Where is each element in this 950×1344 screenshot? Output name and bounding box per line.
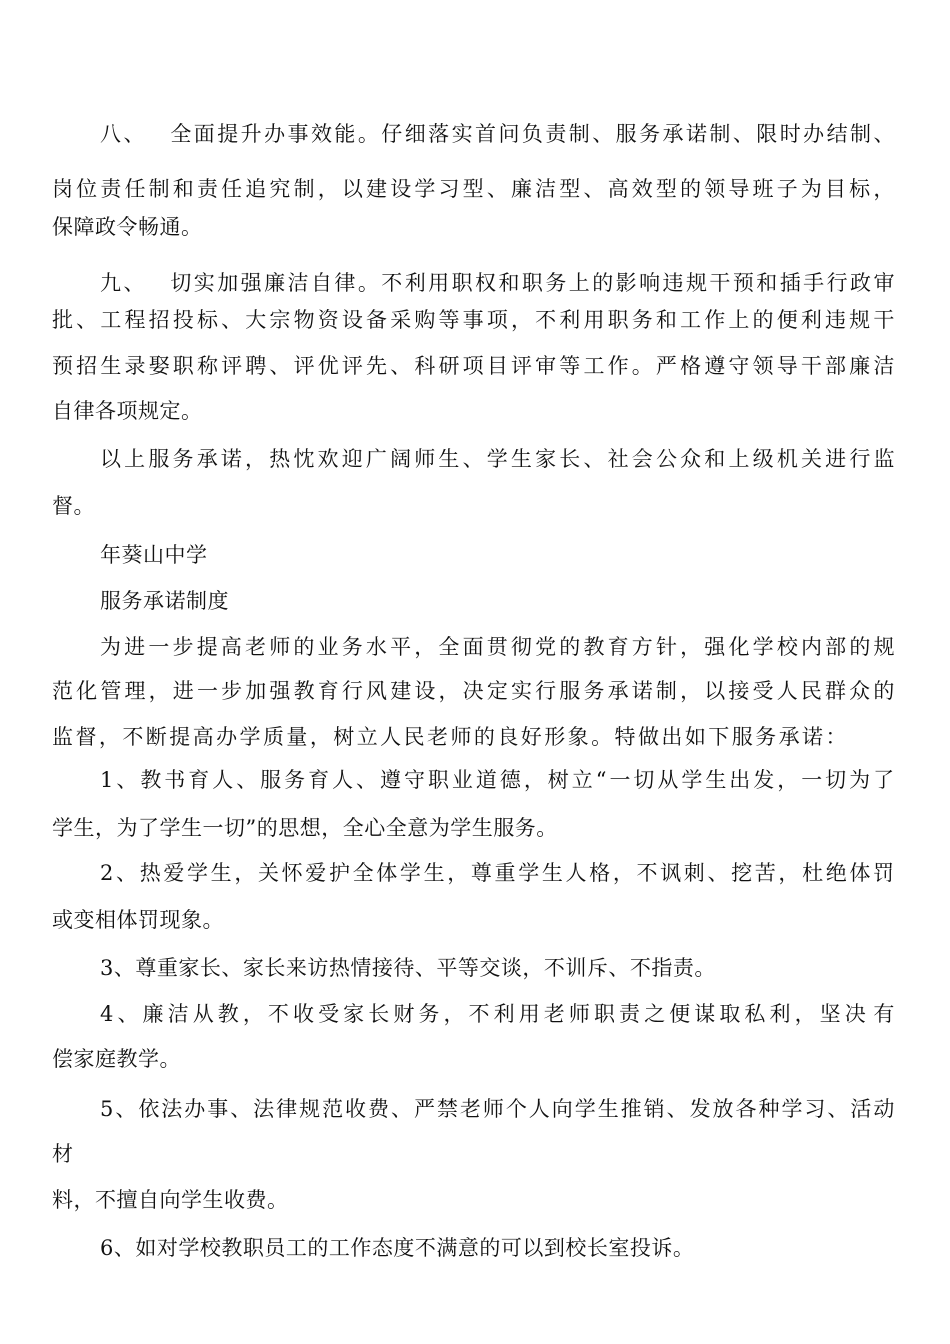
text-line: 预 招 生 录 娶 职 称 评 聘 、 评 优 评 先 、 科 研 项 目 评 审 等 工 作 。 严 格 遵 守 领 导 干 部 廉 洁	[52, 354, 895, 378]
school-name: 年葵山中学	[100, 543, 208, 567]
text-line: 偿家庭教学。	[52, 1047, 181, 1071]
text-line: 九 、 切 实 加 强 廉 洁 自 律 。 不 利 用 职 权 和 职 务 上 的 影 响 违 规 干 预 和 插 手 行 政 审	[100, 271, 895, 295]
text-line: 料，不擅自向学生收费。	[52, 1188, 289, 1212]
text-line: 保障政令畅通。	[52, 215, 203, 239]
text-line: 材	[52, 1142, 74, 1166]
text-line: 八 、 全 面 提 升 办 事 效 能 。 仔 细 落 实 首 问 负 责 制 、 服 务 承 诺 制 、 限 时 办 结 制 、	[100, 122, 895, 146]
text-line: 为 进 一 步 提 高 老 师 的 业 务 水 平 ， 全 面 贯 彻 党 的 教 育 方 针 ， 强 化 学 校 内 部 的 规	[100, 635, 895, 659]
text-line: 自律各项规定。	[52, 399, 203, 423]
text-line: 3、尊重家长、家长来访热情接待、平等交谈，不训斥、不指责。	[100, 956, 716, 980]
text-line: 5 、 依 法 办 事 、 法 律 规 范 收 费 、 严 禁 老 师 个 人 向 学 生 推 销 、 发 放 各 种 学 习 、 活 动	[100, 1097, 895, 1121]
text-line: 6、如对学校教职员工的工作态度不满意的可以到校长室投诉。	[100, 1236, 695, 1260]
section-title: 服务承诺制度	[100, 589, 229, 613]
text-line: 岗 位 责 任 制 和 责 任 追 究 制 ， 以 建 设 学 习 型 、 廉 洁 型 、 高 效 型 的 领 导 班 子 为 目 标 ，	[52, 177, 895, 201]
text-line: 督。	[52, 494, 95, 518]
text-line: 监 督 ， 不 断 提 高 办 学 质 量 ， 树 立 人 民 老 师 的 良 好 形 象 。 特 做 出 如 下 服 务 承 诺 ：	[52, 725, 847, 749]
text-line: 1 、 教 书 育 人 、 服 务 育 人 、 遵 守 职 业 道 德 ， 树 立 “ 一 切 从 学 生 出 发 ， 一 切 为 了	[100, 768, 895, 792]
text-line: 2 、 热 爱 学 生 ， 关 怀 爱 护 全 体 学 生 ， 尊 重 学 生 人 格 ， 不 讽 刺 、 挖 苦 ， 杜 绝 体 罚	[100, 861, 895, 885]
text-line: 4 、 廉 洁 从 教 ， 不 收 受 家 长 财 务 ， 不 利 用 老 师 职 责 之 便 谋 取 私 利 ， 坚 决 有	[100, 1002, 895, 1026]
text-line: 学生，为了学生一切”的思想，全心全意为学生服务。	[52, 816, 558, 840]
text-line: 或变相体罚现象。	[52, 908, 224, 932]
text-line: 以 上 服 务 承 诺 ， 热 忱 欢 迎 广 阔 师 生 、 学 生 家 长 、 社 会 公 众 和 上 级 机 关 进 行 监	[100, 447, 895, 471]
text-line: 范 化 管 理 ， 进 一 步 加 强 教 育 行 风 建 设 ， 决 定 实 行 服 务 承 诺 制 ， 以 接 受 人 民 群 众 的	[52, 679, 895, 703]
text-line: 批 、 工 程 招 投 标 、 大 宗 物 资 设 备 采 购 等 事 项 ， 不 利 用 职 务 和 工 作 上 的 便 利 违 规 干	[52, 308, 895, 332]
